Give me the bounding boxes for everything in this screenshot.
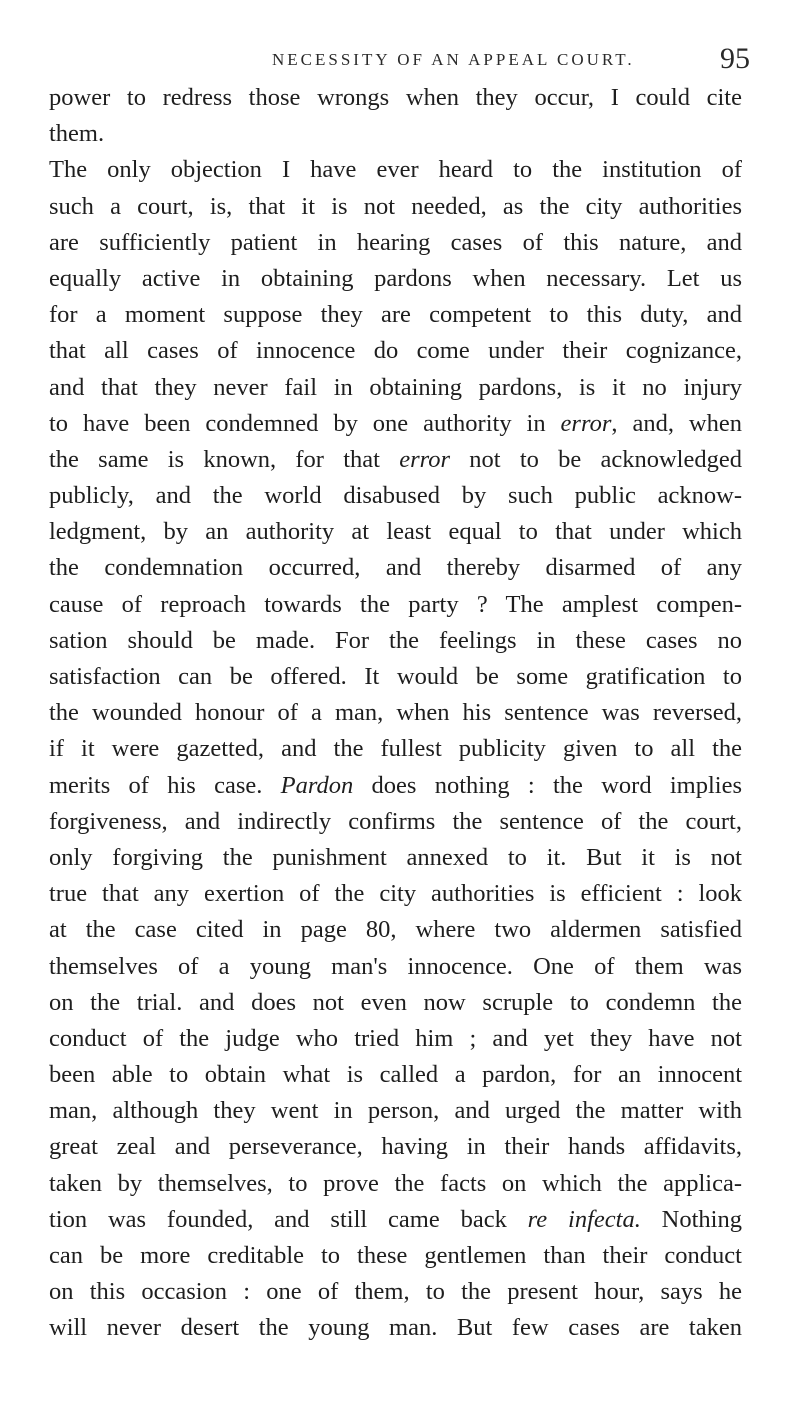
text-line (49, 659, 742, 695)
text-line (49, 695, 742, 731)
text-run: and that they never fail in obtaining pardons, is it no injury (49, 373, 742, 401)
text-run: such a court, is, that it is not needed, as the city authorities (49, 192, 742, 220)
text-line (49, 985, 742, 1021)
text-run: them. (49, 120, 105, 148)
text-run: been able to obtain what is called a pardon, for an innocent (49, 1061, 742, 1089)
text-line (49, 1057, 742, 1093)
text-run: equally active in obtaining pardons when necessary. Let us (49, 264, 742, 292)
text-run: merits of his case. (49, 771, 281, 799)
text-run: on this occasion : one of them, to the present hour, says he (49, 1278, 742, 1306)
italic-text-run: re infecta. (527, 1205, 641, 1233)
text-line (49, 406, 742, 442)
italic-text-run: error (399, 445, 451, 473)
text-run: forgiveness, and indirectly confirms the sentence of the court, (49, 807, 742, 835)
text-line (49, 550, 742, 586)
text-line (49, 768, 742, 804)
text-line (49, 912, 742, 948)
text-run: the same is known, for that (49, 445, 400, 473)
text-run: at the case cited in page 80, where two aldermen satisfied (49, 916, 742, 944)
text-run: the condemnation occurred, and thereby disarmed of any (49, 554, 742, 582)
page-number: 95 (720, 42, 750, 75)
text-line (49, 1238, 742, 1274)
text-line (49, 1093, 742, 1129)
body-text (49, 80, 742, 1347)
text-line (49, 623, 742, 659)
text-line (49, 876, 742, 912)
text-run: the wounded honour of a man, when his sentence was reversed, (49, 699, 742, 727)
text-line (49, 442, 742, 478)
text-run: ledgment, by an authority at least equal to that under which (49, 518, 742, 546)
text-run: sation should be made. For the feelings in these cases no (49, 626, 742, 654)
text-line (49, 297, 742, 333)
text-run: if it were gazetted, and the fullest publicity given to all the (49, 735, 742, 763)
text-line (49, 587, 742, 623)
text-run: publicly, and the world disabused by such public acknow- (49, 482, 742, 510)
text-line (49, 333, 742, 369)
text-line (49, 261, 742, 297)
running-head: NECESSITY OF AN APPEAL COURT. (272, 50, 635, 69)
text-run: not to be acknowledged (450, 445, 742, 473)
text-line (49, 804, 742, 840)
text-line (49, 225, 742, 261)
text-run: man, although they went in person, and urged the matter with (49, 1097, 742, 1125)
text-run: for a moment suppose they are competent to this duty, and (49, 301, 742, 329)
text-line (49, 1166, 742, 1202)
text-line (49, 949, 742, 985)
text-run: true that any exertion of the city authorities is efficient : look (49, 880, 742, 908)
text-line (49, 189, 742, 225)
text-line (49, 478, 742, 514)
text-run: The only objection I have ever heard to the institution of (49, 156, 742, 184)
text-line (49, 514, 742, 550)
text-line (49, 80, 742, 116)
text-line (49, 731, 742, 767)
text-run: that all cases of innocence do come under their cognizance, (49, 337, 742, 365)
italic-text-run: error (560, 409, 612, 437)
text-run: does nothing : the word implies (353, 771, 742, 799)
text-run: will never desert the young man. But few cases are taken (49, 1314, 742, 1342)
text-line (49, 1274, 742, 1310)
text-run: only forgiving the punishment annexed to it. But it is not (49, 843, 742, 871)
text-run: on the trial. and does not even now scruple to condemn the (49, 988, 742, 1016)
text-run: power to redress those wrongs when they occur, I could cite (49, 84, 742, 111)
text-run: to have been condemned by one authority in (49, 409, 561, 437)
text-line (49, 1129, 742, 1165)
text-line (49, 370, 742, 406)
text-run: cause of reproach towards the party ? The amplest compen- (49, 590, 742, 618)
text-run: great zeal and perseverance, having in their hands affidavits, (49, 1133, 742, 1161)
text-line (49, 840, 742, 876)
text-run: , and, when (611, 409, 742, 437)
text-line (49, 1202, 742, 1238)
text-run: taken by themselves, to prove the facts on which the applica- (49, 1169, 742, 1197)
text-run: can be more creditable to these gentlemen than their conduct (49, 1242, 742, 1269)
text-line (49, 116, 742, 152)
text-run: themselves of a young man's innocence. One of them was (49, 952, 742, 980)
text-run: tion was founded, and still came back (49, 1205, 528, 1233)
text-run: are sufficiently patient in hearing cases of this nature, and (49, 228, 742, 256)
text-line (49, 1310, 742, 1346)
italic-text-run: Pardon (280, 771, 354, 799)
text-line (49, 1021, 742, 1057)
text-run: conduct of the judge who tried him ; and yet they have not (49, 1024, 742, 1052)
text-run: Nothing (640, 1205, 742, 1233)
text-run: satisfaction can be offered. It would be some gratification to (49, 663, 742, 690)
text-line (49, 152, 742, 188)
